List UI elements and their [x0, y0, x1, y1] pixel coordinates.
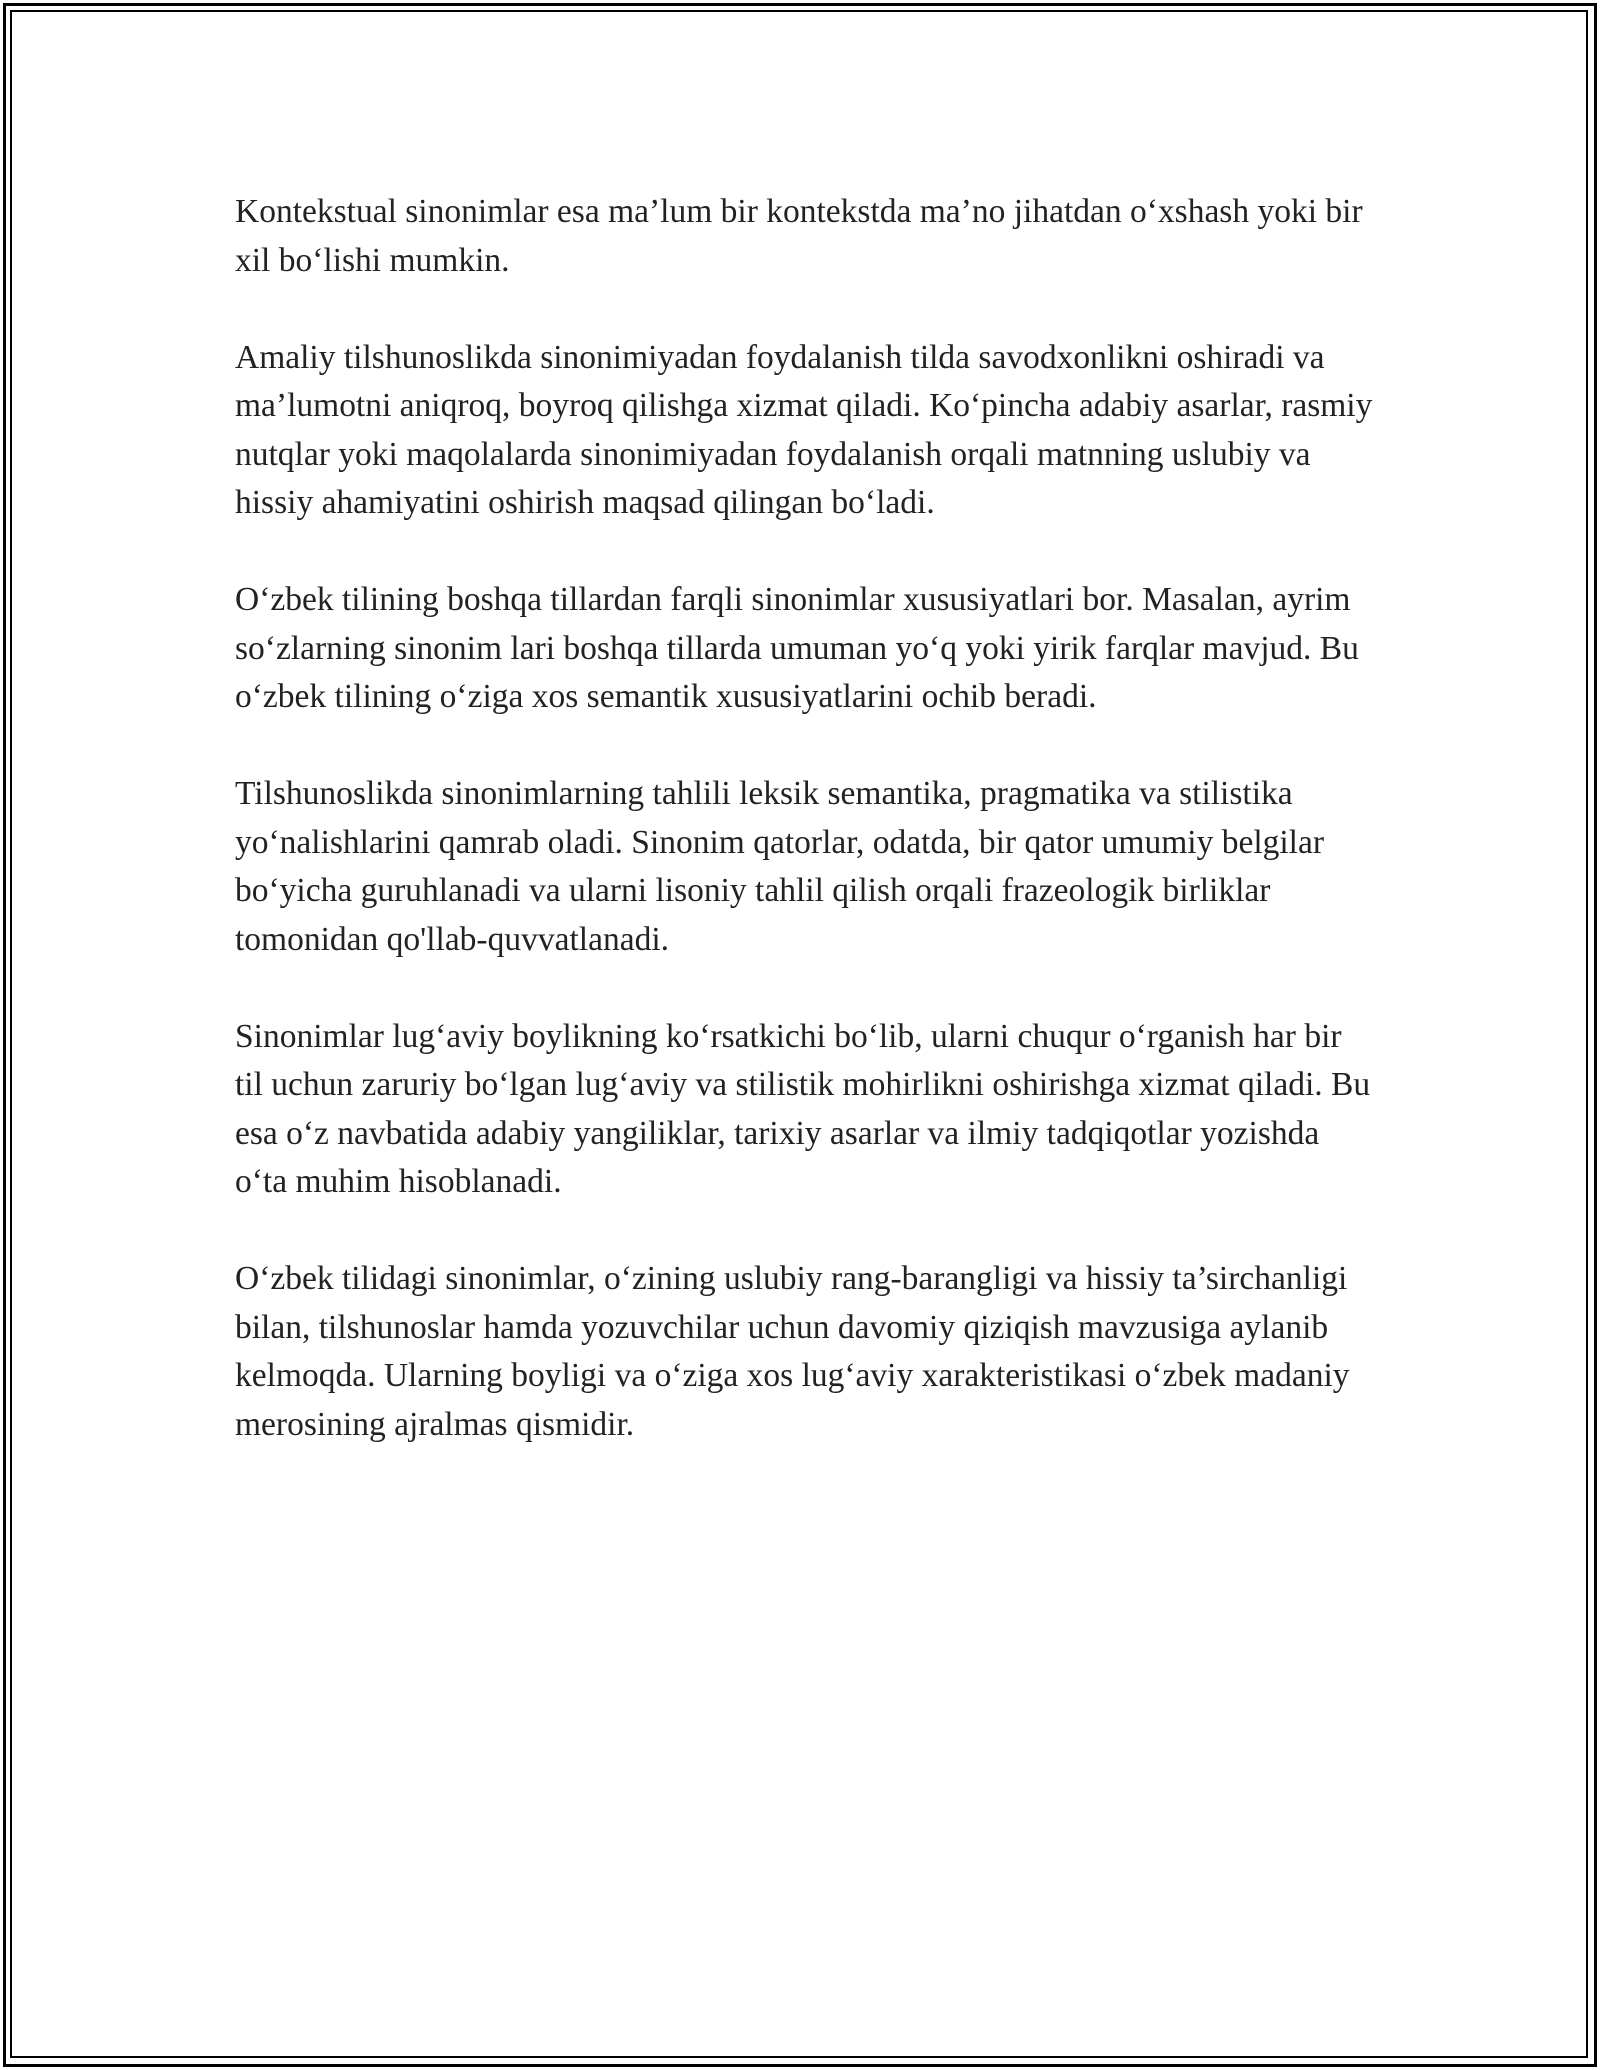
paragraph-contextual-synonyms: Kontekstual sinonimlar esa ma’lum bir kontekstda ma’no jihatdan o‘xshash yoki bir xil bo‘lishi mumkin. [235, 193, 1363, 279]
paragraph-applied-linguistics: Amaliy tilshunoslikda sinonimiyadan foydalanish tilda savodxonlikni oshiradi va ma’lumotni aniqroq, boyroq qilishga xizmat qiladi. Ko‘pincha adabiy asarlar, rasmiy nutqlar yoki maqolalarda sinonimiyadan foydalanish orqali matnning uslubiy va hissiy ahamiyatini oshirish maqsad qilingan bo‘ladi. [235, 338, 1373, 521]
paragraph-lexical-richness: Sinonimlar lug‘aviy boylikning ko‘rsatkichi bo‘lib, ularni chuqur o‘rganish har bir til uchun zaruriy bo‘lgan lug‘aviy va stilistik mohirlikni oshirishga xizmat qiladi. Bu esa o‘z navbatida adabiy yangiliklar, tarixiy asarlar va ilmiy tadqiqotlar yozishda o‘ta muhim hisoblanadi. [235, 1017, 1371, 1200]
paragraph-uzbek-features: O‘zbek tilining boshqa tillardan farqli sinonimlar xususiyatlari bor. Masalan, ayrim so‘zlarning sinonim lari boshqa tillarda umuman yo‘q yoki yirik farqlar mavjud. Bu o‘zbek tilining o‘ziga xos semantik xususiyatlarini ochib beradi. [235, 581, 1359, 715]
document-body [235, 188, 1375, 1498]
paragraph-synonym-analysis: Tilshunoslikda sinonimlarning tahlili leksik semantika, pragmatika va stilistika yo‘nalishlarini qamrab oladi. Sinonim qatorlar, odatda, bir qator umumiy belgilar bo‘yicha guruhlanadi va ularni lisoniy tahlil qilish orqali frazeologik birliklar tomonidan qo'llab-quvvatlanadi. [235, 775, 1325, 958]
paragraph-conclusion: O‘zbek tilidagi sinonimlar, o‘zining uslubiy rang-barangligi va hissiy ta’sirchanligi bilan, tilshunoslar hamda yozuvchilar uchun davomiy qiziqish mavzusiga aylanib kelmoqda. Ularning boyligi va o‘ziga xos lug‘aviy xarakteristikasi o‘zbek madaniy merosining ajralmas qismidir. [235, 1260, 1350, 1443]
